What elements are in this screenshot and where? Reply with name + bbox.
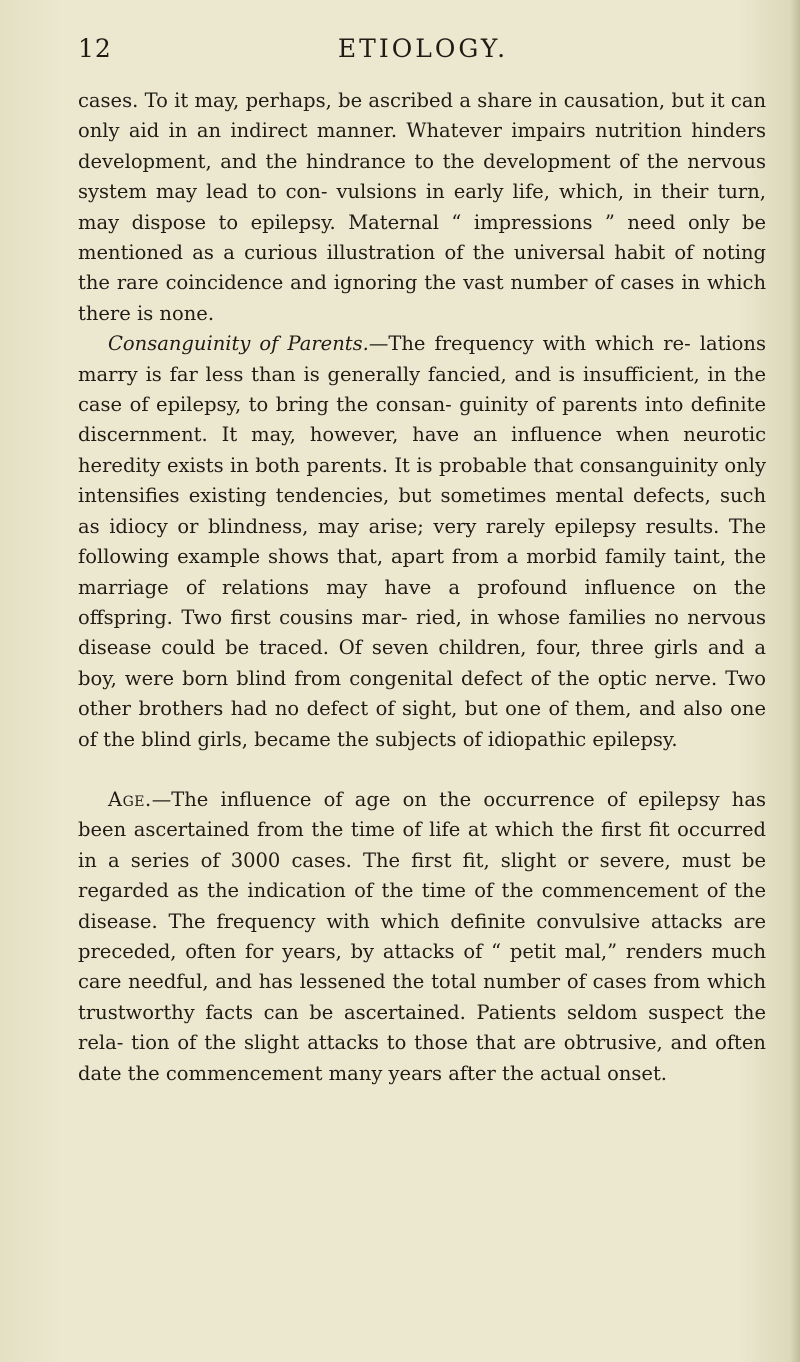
paragraph-text: —The influence of age on the occurrence of epilepsy has been ascertained from the time of life at which the first fit occurred in a series of 3000 cases. The first fit, slight or severe, must be regarded as the indication of the time of the commencement of the disease. The frequency with which definite convulsive attacks are preceded, often for years, by attacks of “ petit mal,” renders much care needful, and has lessened the total number of cases from which trustworthy facts can be ascertained. Patients seldom suspect the rela- tion of the slight attacks to those that are obtrusive, and often date the commencement many years after the actual onset. [78, 787, 766, 1085]
page-edge-shadow [790, 0, 800, 1362]
paragraph-text: cases. To it may, perhaps, be ascribed a share in causation, but it can only aid in an indirect manner. Whatever impairs nutrition hinders development, and the hindrance to the development of the nervous system may lead to con- vulsions in early life, which, in their turn, may dispose to epilepsy. Maternal “ impressions ” need only be mentioned as a curious illustration of the universal habit of noting the rare coincidence and ignoring the vast number of cases in which there is none. [78, 89, 766, 325]
paragraph-age [78, 785, 766, 1089]
page-header [78, 34, 768, 70]
page-number: 12 [78, 34, 112, 63]
running-head: ETIOLOGY. [337, 34, 509, 63]
section-lead-age: Age. [108, 787, 152, 811]
paragraph-text: —The frequency with which re- lations marry is far less than is generally fancied, and is insufficient, in the case of epilepsy, to bring the consan- guinity of parents into definite discernment. It may, however, have an influence when neurotic heredity exists in both parents. It is probable that consanguinity only intensifies existing tendencies, but sometimes mental defects, such as idiocy or blindness, may arise; very rarely epilepsy results. The following example shows that, apart from a morbid family taint, the marriage of relations may have a profound influence on the offspring. Two first cousins mar- ried, in whose families no nervous disease could be traced. Of seven children, four, three girls and a boy, were born blind from congenital defect of the optic nerve. Two other brothers had no defect of sight, but one of them, and also one of the blind girls, became the subjects of idiopathic epilepsy. [78, 332, 766, 751]
paragraph-consanguinity [78, 329, 766, 755]
body-text [78, 86, 766, 1089]
section-lead-consanguinity: Consanguinity of Parents. [108, 332, 369, 356]
paragraph-cases [78, 86, 766, 329]
